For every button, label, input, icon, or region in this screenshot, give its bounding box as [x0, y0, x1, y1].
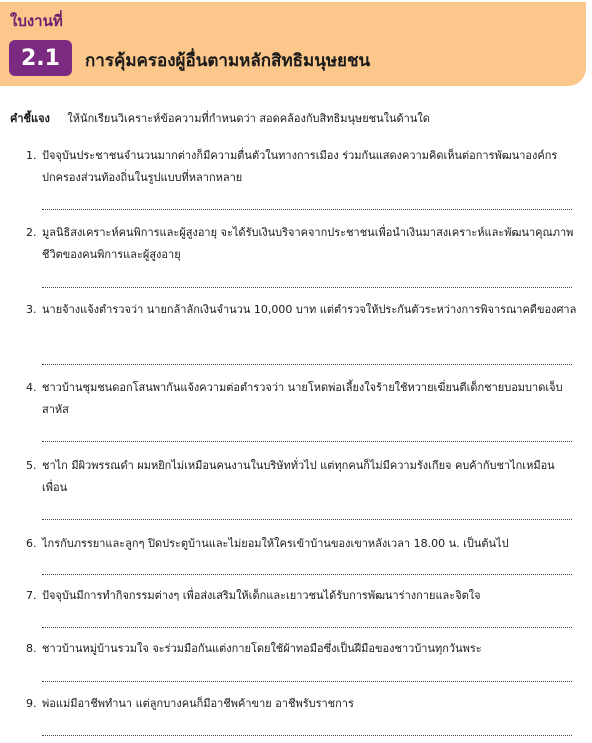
instructions-label: คำชี้แจง: [10, 112, 50, 125]
question-text: ปัจจุบันประชาชนจำนวนมากต่างก็มีความตื่นตัวในทางการเมือง ร่วมกันแสดงความคิดเห็นต่อการพัฒนาองค์กรปกครองส่วนท้องถิ่นในรูปแบบที่หลากหลาย: [42, 149, 558, 184]
instructions: [10, 109, 430, 127]
worksheet-title: การคุ้มครองผู้อื่นตามหลักสิทธิมนุษยชน: [85, 51, 371, 71]
answer-line[interactable]: [42, 735, 572, 736]
question-text: พ่อแม่มีอาชีพทำนา แต่ลูกบางคนก็มีอาชีพค้าขาย อาชีพรับราชการ: [42, 697, 354, 710]
question-number: 7.: [26, 589, 37, 602]
question-text: นายจ้างแจ้งตำรวจว่า นายกล้าลักเงินจำนวน 10,000 บาท แต่ตำรวจให้ประกันตัวระหว่างการพิจารณาคดีของศาล: [42, 303, 577, 316]
question-number: 8.: [26, 642, 37, 655]
answer-line[interactable]: [42, 574, 572, 575]
answer-line[interactable]: [42, 364, 572, 365]
question-number: 1.: [26, 149, 37, 162]
question-text: ชาไก มีผิวพรรณดำ ผมหยิกไม่เหมือนคนงานในบริษัททั่วไป แต่ทุกคนก็ไม่มีความรังเกียจ คบค้ากับชาไกเหมือนเพื่อน: [42, 459, 555, 494]
question-text: ปัจจุบันมีการทำกิจกรรมต่างๆ เพื่อส่งเสริมให้เด็กและเยาวชนได้รับการพัฒนาร่างกายและจิตใจ: [42, 589, 481, 602]
question-number: 6.: [26, 537, 37, 550]
question-text: ไกรกับภรรยาและลูกๆ ปิดประตูบ้านและไม่ยอมให้ใครเข้าบ้านของเขาหลังเวลา 18.00 น. เป็นต้นไป: [42, 537, 509, 550]
worksheet-label: ใบงานที่: [10, 12, 63, 30]
worksheet-number-badge: 2.1: [9, 40, 72, 76]
instructions-text: ให้นักเรียนวิเคราะห์ข้อความที่กำหนดว่า สอดคล้องกับสิทธิมนุษยชนในด้านใด: [67, 112, 430, 125]
question-number: 4.: [26, 381, 37, 394]
question-text: ชาวบ้านหมู่บ้านรวมใจ จะร่วมมือกันแต่งกายโดยใช้ผ้าทอมือซึ่งเป็นฝีมือของชาวบ้านทุกวันพระ: [42, 642, 482, 655]
question-number: 3.: [26, 303, 37, 316]
answer-line[interactable]: [42, 209, 572, 210]
question-text: มูลนิธิสงเคราะห์คนพิการและผู้สูงอายุ จะได้รับเงินบริจาคจากประชาชนเพื่อนำเงินมาสงเคราะห์และพัฒนาคุณภาพชีวิตของคนพิการและผู้สูงอายุ: [42, 226, 574, 261]
question-text: ชาวบ้านชุมชนดอกโสนพากันแจ้งความต่อตำรวจว่า นายโหดพ่อเลี้ยงใจร้ายใช้หวายเฆี่ยนตีเด็กชายบอมบาดเจ็บสาหัส: [42, 381, 563, 416]
answer-line[interactable]: [42, 441, 572, 442]
answer-line[interactable]: [42, 681, 572, 682]
question-number: 5.: [26, 459, 37, 472]
question-number: 2.: [26, 226, 37, 239]
answer-line[interactable]: [42, 287, 572, 288]
answer-line[interactable]: [42, 627, 572, 628]
header-top-border: [0, 0, 592, 2]
answer-line[interactable]: [42, 519, 572, 520]
question-number: 9.: [26, 697, 37, 710]
